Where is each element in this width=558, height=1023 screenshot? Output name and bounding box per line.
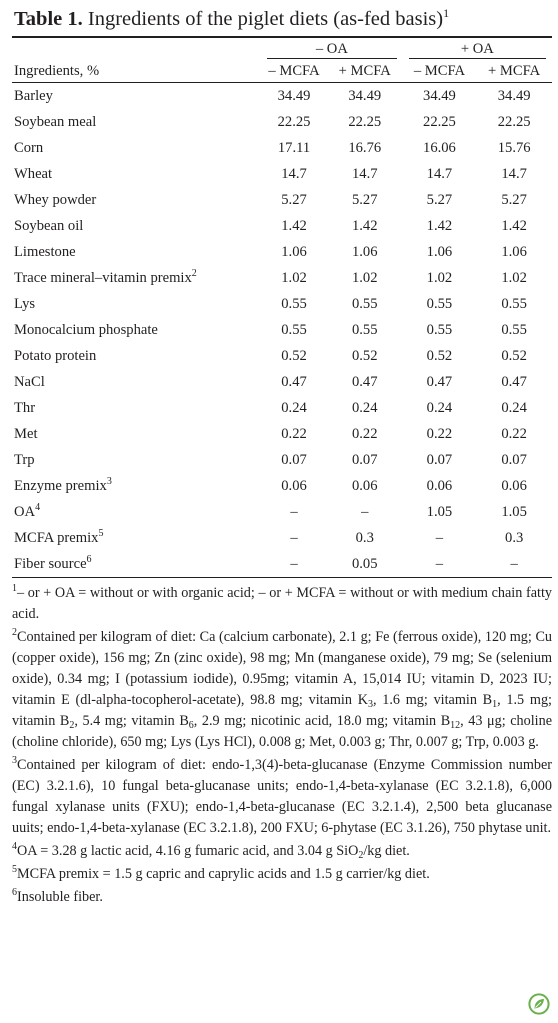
value-cell: 5.27	[426, 191, 453, 208]
footnote-mark: 6	[86, 553, 92, 565]
ingredient-name: NaCl	[14, 373, 45, 390]
value-cell: 16.06	[423, 139, 456, 156]
table-page	[12, 6, 552, 910]
title-footnote-mark: 1	[443, 6, 450, 20]
value-cell: 1.05	[501, 503, 527, 520]
table-title	[14, 6, 552, 32]
ingredient-name: Lys	[14, 295, 36, 312]
value-cell: 0.22	[281, 425, 307, 442]
value-cell: 0.24	[501, 399, 527, 416]
value-cell: 34.49	[497, 87, 531, 104]
ingredient-name: Trp	[14, 451, 35, 468]
value-cell: 1.06	[501, 243, 527, 260]
value-cell: 0.55	[426, 321, 453, 338]
footnote-5: $^5$MCFA premix = 1.5 g capric and caprylic acids and 1.5 g carrier/kg diet.	[12, 864, 430, 882]
value-cell: 1.02	[351, 269, 378, 286]
group-header-with-oa: + OA	[403, 38, 552, 60]
footnote-mark: 4	[35, 501, 41, 513]
table-row	[12, 109, 552, 135]
group-header-without-oa: – OA	[261, 38, 402, 60]
ingredient-name: Soybean meal	[14, 113, 97, 130]
value-cell: 22.25	[348, 113, 382, 130]
value-cell: 0.55	[351, 321, 378, 338]
value-cell: 0.24	[281, 399, 307, 416]
footnote-6: $^6$Insoluble fiber.	[12, 887, 103, 905]
column-header: + MCFA	[488, 62, 541, 79]
value-cell: 0.06	[281, 477, 307, 494]
value-cell: 0.06	[351, 477, 378, 494]
value-cell: –	[435, 529, 444, 546]
ingredient-name: Potato protein	[14, 347, 97, 364]
value-cell: 0.52	[281, 347, 307, 364]
value-cell: 0.55	[501, 321, 527, 338]
ingredient-name: Limestone	[14, 243, 76, 260]
value-cell: 34.49	[423, 87, 456, 104]
ingredient-name: Fiber source$^6$	[14, 553, 92, 572]
ingredient-name: Enzyme premix$^3$	[14, 475, 112, 494]
value-cell: –	[290, 503, 298, 520]
value-cell: 14.7	[281, 165, 307, 182]
table-row	[12, 317, 552, 343]
footnote-mark: 3	[106, 475, 112, 487]
value-cell: 16.76	[348, 139, 382, 156]
table-row	[12, 187, 552, 213]
ingredient-name: Met	[14, 425, 38, 442]
value-cell: 14.7	[426, 165, 453, 182]
ingredient-name: Monocalcium phosphate	[14, 321, 158, 338]
value-cell: 0.07	[351, 451, 378, 468]
table-row	[12, 525, 552, 551]
table-row	[12, 421, 552, 447]
table-row	[12, 239, 552, 265]
value-cell: 1.06	[281, 243, 307, 260]
value-cell: 0.47	[426, 373, 453, 390]
table-row	[12, 551, 552, 577]
value-cell: 0.05	[351, 555, 378, 572]
value-cell: 1.42	[281, 217, 307, 234]
ingredient-name: MCFA premix$^5$	[14, 527, 104, 546]
value-cell: 5.27	[351, 191, 378, 208]
table-row	[12, 161, 552, 187]
value-cell: 0.55	[351, 295, 378, 312]
value-cell: 0.24	[351, 399, 378, 416]
table-row	[12, 369, 552, 395]
value-cell: 1.42	[351, 217, 378, 234]
value-cell: 0.07	[281, 451, 307, 468]
value-cell: 1.02	[426, 269, 453, 286]
table-row	[12, 83, 552, 109]
value-cell: 0.47	[281, 373, 307, 390]
value-cell: 0.07	[426, 451, 453, 468]
value-cell: 1.06	[351, 243, 378, 260]
value-cell: –	[435, 555, 444, 572]
value-cell: 0.07	[501, 451, 527, 468]
column-header-row	[12, 60, 552, 82]
column-header: + MCFA	[338, 62, 391, 79]
table-row	[12, 135, 552, 161]
value-cell: 5.27	[501, 191, 527, 208]
value-cell: 0.55	[281, 321, 307, 338]
value-cell: 0.52	[426, 347, 453, 364]
table-row	[12, 291, 552, 317]
footnote-mark: 5	[98, 527, 104, 539]
value-cell: 0.06	[501, 477, 527, 494]
value-cell: 0.24	[426, 399, 453, 416]
value-cell: 0.47	[501, 373, 527, 390]
group-header-row	[12, 38, 552, 60]
value-cell: 1.42	[501, 217, 527, 234]
ingredient-name: Wheat	[14, 165, 53, 182]
table-number: Table 1.	[14, 8, 83, 30]
value-cell: 1.42	[426, 217, 453, 234]
value-cell: 34.49	[277, 87, 311, 104]
value-cell: 0.06	[426, 477, 453, 494]
value-cell: 0.22	[351, 425, 378, 442]
bottom-rule	[12, 577, 552, 578]
value-cell: 0.22	[426, 425, 453, 442]
ingredient-name: Whey powder	[14, 191, 97, 208]
table-row	[12, 343, 552, 369]
value-cell: 17.11	[277, 139, 311, 156]
footnote-3: $^3$Contained per kilogram of diet: endo-1,3(4)-beta-glucanase (Enzyme Commission number (EC) 3.2.1.6), 10 fungal beta-glucanase units; endo-1,4-beta-xylanase (EC 3.2.1.8), 6,000 fungal xylanase units (FXU); endo-1,4-beta-glucanase (EC 3.2.1.4), 2,500 beta glucanase uuits; endo-1,4-beta-xylanase (EC 3.2.1.8), 200 FXU; 6-phytase (EC 3.1.26), 750 phytase unit.	[12, 755, 552, 836]
value-cell: 1.06	[426, 243, 453, 260]
table-row	[12, 213, 552, 239]
value-cell: –	[510, 555, 518, 572]
value-cell: 0.3	[505, 529, 524, 546]
column-header: – MCFA	[413, 62, 466, 79]
footnote-1: $^1$– or + OA = without or with organic acid; – or + MCFA = without or with medium chain fatty acid.	[12, 583, 552, 622]
value-cell: 0.55	[501, 295, 527, 312]
value-cell: 34.49	[348, 87, 382, 104]
value-cell: 5.27	[281, 191, 307, 208]
value-cell: 0.55	[281, 295, 307, 312]
value-cell: –	[290, 529, 298, 546]
footnote-mark: 2	[191, 267, 197, 279]
ingredient-name: Thr	[14, 399, 36, 416]
value-cell: 0.3	[355, 529, 374, 546]
table-footnotes	[12, 583, 552, 908]
ingredient-name: Barley	[14, 87, 53, 104]
value-cell: 22.25	[497, 113, 531, 130]
row-header: Ingredients, %	[14, 62, 100, 79]
value-cell: 0.47	[351, 373, 378, 390]
publisher-logo-icon	[528, 993, 550, 1015]
table-row	[12, 395, 552, 421]
value-cell: 1.02	[281, 269, 307, 286]
footnote-4: $^4$OA = 3.28 g lactic acid, 4.16 g fumaric acid, and 3.04 g SiO$_2$/kg diet.	[12, 841, 410, 861]
table-row	[12, 473, 552, 499]
ingredient-name: $OA^4$	[14, 501, 41, 520]
ingredient-name: Corn	[14, 139, 44, 156]
value-cell: 1.02	[501, 269, 527, 286]
table-row	[12, 447, 552, 473]
value-cell: 15.76	[497, 139, 531, 156]
value-cell: 14.7	[351, 165, 378, 182]
value-cell: –	[290, 555, 298, 572]
table-row	[12, 265, 552, 291]
ingredient-name: Trace mineral–vitamin premix$^2$	[14, 267, 197, 286]
value-cell: 0.52	[351, 347, 378, 364]
value-cell: 14.7	[501, 165, 527, 182]
value-cell: 0.55	[426, 295, 453, 312]
value-cell: 0.22	[501, 425, 527, 442]
column-header: – MCFA	[268, 62, 320, 79]
ingredients-table	[12, 38, 552, 577]
table-row	[12, 499, 552, 525]
value-cell: 0.52	[501, 347, 527, 364]
footnote-2: $^2$Contained per kilogram of diet: Ca (calcium carbonate), 2.1 g; Fe (ferrous oxide), 120 mg; Cu (copper oxide), 156 mg; Zn (zinc oxide), 98 mg; Mn (manganese oxide), 79 mg; Se (selenium oxide), 0.34 mg; I (potassium iodide), 0.95mg; vitamin A, 15,014 IU; vitamin D, 2023 IU; vitamin E (dl-alpha-tocopherol-acetate), 98.8 mg; vitamin $K_3$, 1.6 mg; vitamin $B_1$, 1.5 mg; vitamin $B_2$, 5.4 mg; vitamin $B_6$, 2.9 mg; nicotinic acid, 18.0 mg; vitamin $B_{12}$, 43 μg; choline (choline chloride), 650 mg; Lys (Lys HCl), 0.008 g; Met, 0.003 g; Thr, 0.007 g; Trp, 0.003 g.	[12, 627, 552, 750]
ingredient-name: Soybean oil	[14, 217, 84, 234]
value-cell: –	[361, 503, 369, 520]
value-cell: 22.25	[423, 113, 456, 130]
table-caption: Ingredients of the piglet diets (as-fed basis)	[87, 8, 444, 30]
value-cell: 22.25	[277, 113, 311, 130]
value-cell: 1.05	[426, 503, 453, 520]
